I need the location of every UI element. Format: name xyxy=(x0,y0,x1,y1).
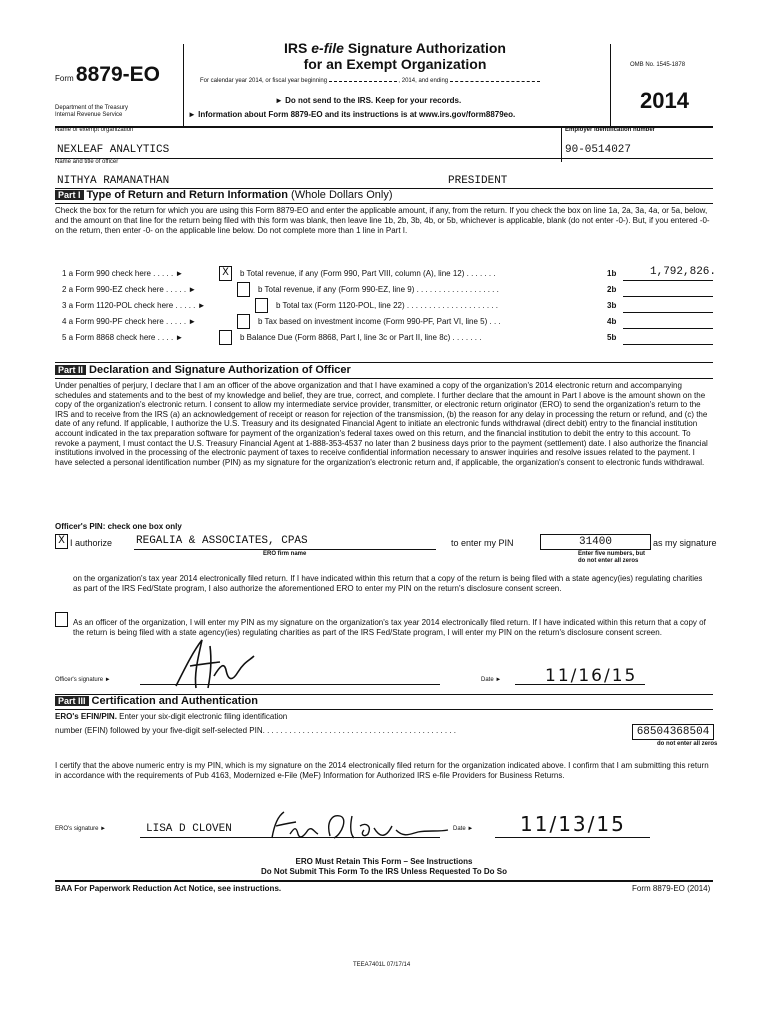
line-1a-checkbox[interactable]: X xyxy=(219,266,232,281)
officer-pin-value: 31400 xyxy=(540,534,651,550)
part2-declaration: Under penalties of perjury, I declare that I am an officer of the above organization and that I have examined a copy of the organization's 2014 electronic return and accompanying schedules and statements and to the best of my knowledge and belief, they are true, correct, and complete. I further declare that the amount in Part I above is the amount shown on the copy of the organization's electronic return. I consent to allow my intermediate service provider, transmitter, or electronic return originator (ERO) to send the organization's return to the IRS and to receive from the IRS (a) an acknowledgement of receipt or reason for rejection of the transmission, (b) the reason for any delay in processing the return or refund, and (c) the date of any refund. If applicable, I authorize the U.S. Treasury and its designated Financial Agent to initiate an electronic funds withdrawal (direct debit) entry to the financial institution account indicated in the tax preparation software for payment of the organization's federal taxes owed on this return, and the financial institution to debit the entry to this account. To revoke a payment, I must contact the U.S. Treasury Financial Agent at 1-888-353-4537 no later than 2 business days prior to the payment (settlement) date. I also authorize the financial institutions involved in the processing of the electronic payment of taxes to receive confidential information necessary to answer inquiries and resolve issues related to the payment. I have selected a personal identification number (PIN) as my signature for the organization's electronic return and, if applicable, the organization's consent to electronic funds withdrawal. xyxy=(55,381,708,467)
officer-name: NITHYA RAMANATHAN xyxy=(57,175,170,187)
ero-signature-label: ERO's signature ► xyxy=(55,826,107,832)
part3-heading: Part III Certification and Authentication xyxy=(55,695,258,707)
ero-date-label: Date ► xyxy=(453,826,474,832)
do-not-submit: Do Not Submit This Form To the IRS Unless Requested To Do So xyxy=(261,867,507,876)
line-1b-value: 1,792,826. xyxy=(650,266,717,278)
info-instruction: ► Information about Form 8879-EO and its instructions is at www.irs.gov/form8879eo. xyxy=(188,110,516,119)
part1-heading: Part I Type of Return and Return Information (Whole Dollars Only) xyxy=(55,189,393,201)
form-code: TEEA7401L 07/17/14 xyxy=(353,962,411,968)
ero-signature-date: 11/13/15 xyxy=(520,812,626,836)
tax-year: 2014 xyxy=(640,88,689,113)
officer-signature-scribble xyxy=(168,636,258,692)
org-name-label: Name of exempt organization xyxy=(55,127,134,133)
officer-label: Name and title of officer xyxy=(55,159,119,165)
efin-note: do not enter all zeros xyxy=(657,741,718,747)
form-title-line1: IRS e-file Signature Authorization xyxy=(284,40,506,56)
officer-signature-label: Officer's signature ► xyxy=(55,677,111,683)
pin-note-2: do not enter all zeros xyxy=(578,558,639,564)
form-title-line2: for an Exempt Organization xyxy=(303,56,487,72)
line-2a-checkbox[interactable] xyxy=(237,282,250,297)
form-label: Form 8879-EO xyxy=(55,63,160,86)
baa-notice: BAA For Paperwork Reduction Act Notice, see instructions. xyxy=(55,884,282,893)
authorize-ero-checkbox[interactable]: X xyxy=(55,534,68,549)
ero-must-retain: ERO Must Retain This Form – See Instructions xyxy=(295,857,473,866)
as-my-signature: as my signature xyxy=(653,538,717,548)
line-4a-checkbox[interactable] xyxy=(237,314,250,329)
department-label: Department of the Treasury xyxy=(55,105,129,111)
form-reference: Form 8879-EO (2014) xyxy=(632,884,711,893)
officer-enter-pin-text: As an officer of the organization, I will enter my PIN as my signature on the organization's tax year 2014 electronically filed return. If I have indicated within this return that a copy of the return is being filed with a state agency(ies) regulating charities as part of the IRS Fed/State program, I will enter my PIN on the return's disclosure consent screen. xyxy=(73,618,706,637)
officer-title: PRESIDENT xyxy=(448,175,508,187)
enter-pin-text: to enter my PIN xyxy=(451,538,514,548)
officer-signature-date: 11/16/15 xyxy=(545,666,638,686)
part2-badge: Part II xyxy=(55,365,86,375)
ero-certification-text: I certify that the above numeric entry is my PIN, which is my signature on the 2014 electronically filed return for the organization indicated above. I confirm that I am submitting this return in accordance with the requirements of Pub 4163, Modernized e-File (MeF) Information for Authorized IRS e-file Providers for Business Returns. xyxy=(55,761,709,780)
ero-efin-pin-value: 68504368504 xyxy=(632,724,714,740)
irs-label: Internal Revenue Service xyxy=(55,112,123,118)
part1-instructions: Check the box for the return for which you are using this Form 8879-EO and enter the applicable amount, if any, from the return. If you check the box on line 1a, 2a, 3a, 4a, or 5a, below, and the amount on that line for the return being filed with this form was blank, then leave line 1b, 2b, 3b, 4b, or 5b, whichever is applicable, blank (do not enter -0-). But, if you entered -0- on the return, then enter -0- on the applicable line below. Do not complete more than 1 line in Part I. xyxy=(55,206,710,235)
line-5a-checkbox[interactable] xyxy=(219,330,232,345)
pin-note-1: Enter five numbers, but xyxy=(578,551,646,557)
authorize-continuation: on the organization's tax year 2014 electronically filed return. If I have indicated within this return that a copy of the return is being filed with a state agency(ies) regulating charities as part of the IRS Fed/State program, I also authorize the aforementioned ERO to enter my PIN on the return's disclosure consent screen. xyxy=(73,574,703,593)
officer-date-label: Date ► xyxy=(481,677,502,683)
line-3a-checkbox[interactable] xyxy=(255,298,268,313)
part1-badge: Part I xyxy=(55,190,84,200)
efin-label-2: number (EFIN) followed by your five-digit self-selected PIN. . . . . . . . . . . . . . . . . . . . . . . . . . . . . . . . . . . . . . . . . . . . xyxy=(55,726,457,735)
ero-firm-name: REGALIA & ASSOCIATES, CPAS xyxy=(136,535,308,547)
efin-label: ERO's EFIN/PIN. Enter your six-digit electronic filing identification xyxy=(55,712,288,721)
ero-firm-label: ERO firm name xyxy=(263,551,307,557)
ein-label: Employer identification number xyxy=(565,127,656,133)
authorize-text: I authorize xyxy=(70,538,113,548)
ero-name: LISA D CLOVEN xyxy=(146,823,232,835)
org-name: NEXLEAF ANALYTICS xyxy=(57,144,170,156)
do-not-send-instruction: ► Do not send to the IRS. Keep for your records. xyxy=(275,96,462,105)
calendar-line: For calendar year 2014, or fiscal year beginning , 2014, and ending xyxy=(200,78,540,84)
officer-pin-heading: Officer's PIN: check one box only xyxy=(55,522,182,531)
form-number: 8879-EO xyxy=(75,63,160,86)
ero-signature-scribble xyxy=(268,808,468,844)
part3-badge: Part III xyxy=(55,696,89,706)
part2-heading: Part II Declaration and Signature Authorization of Officer xyxy=(55,364,351,376)
ein-value: 90-0514027 xyxy=(565,144,632,156)
omb-number: OMB No. 1545-1878 xyxy=(630,62,686,68)
officer-enter-pin-checkbox[interactable] xyxy=(55,612,68,627)
